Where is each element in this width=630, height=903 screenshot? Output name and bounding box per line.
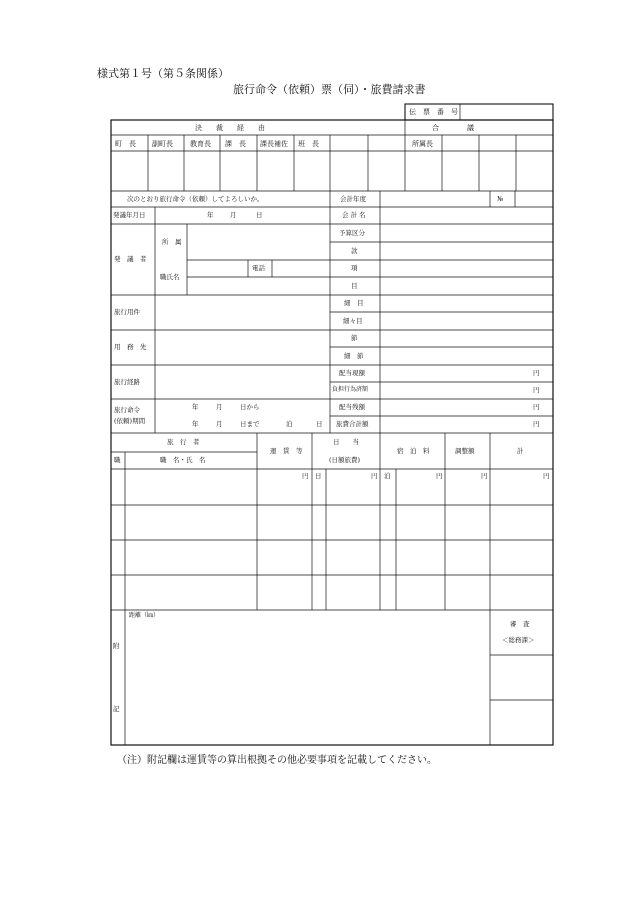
phone-field[interactable] — [273, 261, 329, 276]
budget-kou-label: 項 — [351, 264, 358, 272]
day-count-unit: 日 — [315, 472, 322, 480]
adjust-yen-unit: 円 — [481, 472, 488, 480]
no-label: № — [497, 195, 504, 203]
lodging-yen-unit: 円 — [436, 472, 443, 480]
period-days-unit: 日 — [316, 420, 323, 428]
position-assistant-chief: 課長補佐 — [260, 140, 288, 148]
period-label-2: (依頼)期間 — [114, 417, 146, 425]
account-name-label: 会 計 名 — [342, 211, 366, 219]
traveler-header: 旅 行 者 — [167, 438, 200, 446]
fiscal-year-label: 会計年度 — [340, 195, 366, 203]
period-from-label: 日から — [240, 403, 260, 411]
yen-unit-committed: 円 — [533, 386, 540, 394]
number-field[interactable] — [516, 192, 552, 206]
budget-division-label: 予算区分 — [339, 229, 365, 237]
committed-amount-label: 負担行為済額 — [332, 386, 369, 393]
footer-note: （注）附記欄は運賃等の算出根拠その他必要事項を記載してください。 — [117, 755, 437, 766]
purpose-label: 旅行用件 — [114, 308, 140, 316]
period-from-year: 年 — [192, 403, 199, 411]
name-col-header: 職 名・氏 名 — [160, 456, 206, 464]
fiscal-year-field[interactable] — [381, 192, 489, 206]
position-affiliation-head: 所属長 — [412, 140, 433, 148]
issue-date-label: 発議年月日 — [113, 211, 146, 219]
traveler-name-field-2[interactable] — [126, 506, 256, 539]
phone-label: 電話 — [252, 264, 265, 272]
remaining-amount-label: 配当残額 — [339, 403, 365, 411]
period-to-year: 年 — [192, 420, 199, 428]
affiliation-label: 所 属 — [162, 238, 182, 246]
decision-route-label: 決 裁 経 由 — [195, 124, 265, 132]
lodging-header: 宿 泊 料 — [397, 447, 430, 455]
fare-header: 運 賃 等 — [270, 447, 303, 455]
voucher-number-field[interactable] — [461, 105, 552, 119]
position-mayor: 町 長 — [115, 140, 136, 148]
purpose-field[interactable] — [156, 296, 329, 329]
route-label: 旅行経路 — [114, 378, 140, 386]
adjustment-header: 調整額 — [455, 447, 475, 455]
period-label-1: 旅行命令 — [114, 406, 140, 414]
request-statement: 次のとおり旅行命令（依頼）してよろしいか。 — [127, 195, 264, 203]
position-section-chief: 課 長 — [225, 140, 246, 148]
period-to-month: 月 — [216, 420, 223, 428]
route-field[interactable] — [156, 366, 329, 398]
position-education-chief: 教育長 — [190, 140, 211, 148]
remarks-label-bottom: 記 — [113, 705, 120, 713]
yen-unit-total: 円 — [533, 420, 540, 428]
remarks-label-top: 附 — [113, 642, 120, 650]
yen-unit-allocated: 円 — [533, 369, 540, 377]
traveler-name-field-1[interactable] — [126, 470, 256, 504]
position-col-header: 職 — [114, 456, 121, 464]
budget-moku-label: 目 — [351, 282, 358, 290]
daily-yen-unit: 円 — [371, 472, 378, 480]
budget-saisetsu-label: 細 節 — [344, 352, 364, 360]
affiliation-field[interactable] — [188, 225, 329, 259]
allocated-amount-label: 配当現額 — [339, 369, 365, 377]
position-name-field[interactable] — [188, 261, 247, 276]
travel-total-label: 旅費合計額 — [336, 420, 369, 428]
budget-saisaimoku-label: 細々目 — [343, 317, 363, 325]
total-yen-unit: 円 — [543, 472, 550, 480]
form-number: 様式第１号（第５条関係） — [97, 67, 229, 80]
remarks-field[interactable] — [126, 622, 489, 744]
period-to-label: 日まで — [240, 420, 260, 428]
business-destination-field[interactable] — [156, 331, 329, 364]
daily-allowance-subheader: (日額旅費) — [329, 456, 361, 464]
traveler-name-field-4[interactable] — [126, 576, 256, 609]
budget-kan-label: 款 — [351, 247, 358, 255]
distance-label: 距離（㎞） — [129, 612, 160, 619]
proposer-label: 発 議 者 — [114, 255, 147, 263]
position-team-leader: 班 長 — [298, 140, 319, 148]
stamp-box-affiliation-head[interactable] — [405, 151, 442, 191]
budget-setsu-label: 節 — [351, 334, 358, 342]
position-deputy-mayor: 副町長 — [152, 140, 173, 148]
position-name-label: 職氏名 — [160, 273, 180, 281]
period-from-month: 月 — [216, 403, 223, 411]
audit-department: ＜総務課＞ — [502, 636, 535, 644]
fare-yen-unit: 円 — [302, 472, 309, 480]
night-count-unit: 泊 — [384, 472, 391, 480]
page-title: 旅行命令（依頼）票（伺）・旅費請求書 — [233, 83, 426, 96]
daily-allowance-header: 日 当 — [333, 438, 359, 446]
budget-saimoku-label: 細 目 — [344, 299, 364, 307]
issue-day-unit: 日 — [256, 211, 263, 219]
total-header: 計 — [517, 447, 524, 455]
stamp-box-mayor[interactable] — [111, 151, 148, 191]
period-nights-unit: 泊 — [286, 420, 293, 428]
traveler-name-field-3[interactable] — [126, 541, 256, 574]
business-destination-label: 用 務 先 — [114, 343, 147, 351]
yen-unit-remaining: 円 — [533, 403, 540, 411]
issue-month-unit: 月 — [230, 211, 237, 219]
voucher-label: 伝 票 番 号 — [409, 108, 458, 116]
audit-label: 審 査 — [510, 620, 530, 628]
issue-year-unit: 年 — [207, 211, 214, 219]
consultation-label: 合 議 — [432, 124, 474, 132]
